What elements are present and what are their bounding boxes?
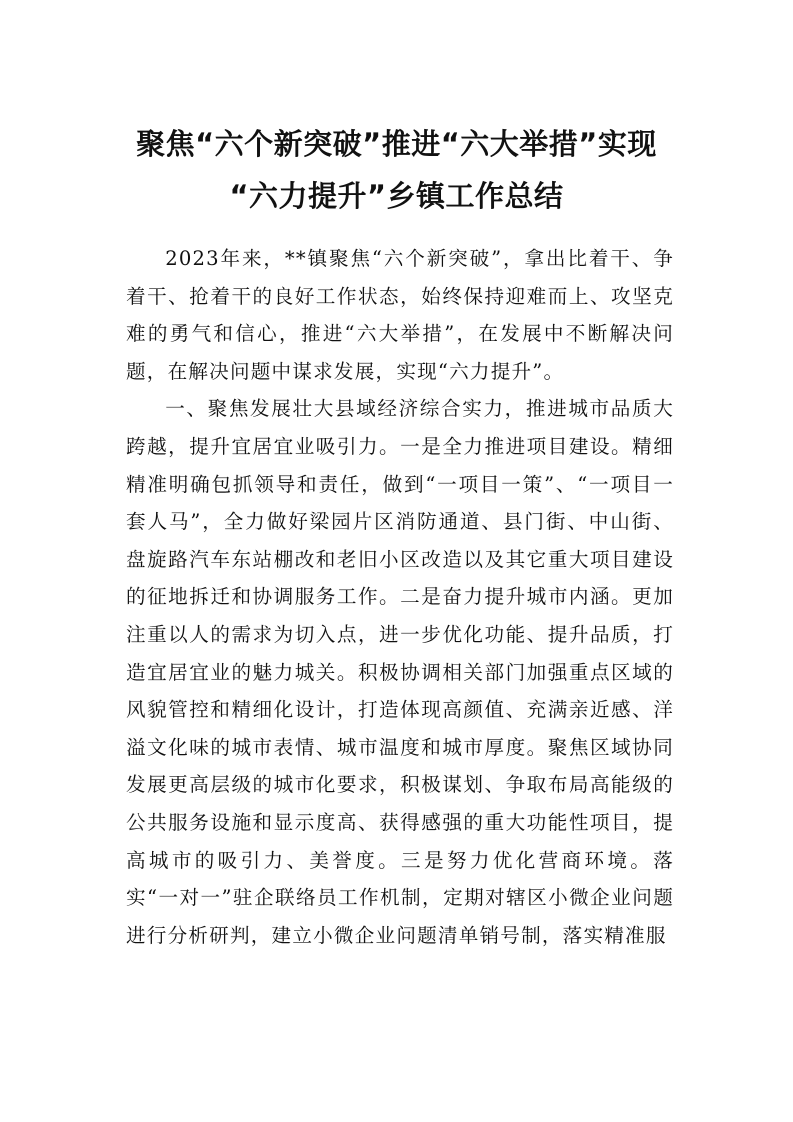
title-line-1: 聚焦“六个新突破”推进“六大举措”实现 (136, 127, 657, 161)
intro-paragraph: 2023年来，**镇聚焦“六个新突破”，拿出比着干、争着干、抢着干的良好工作状态，始终保持迎难而上、攻坚克难的勇气和信心，推进“六大举措”，在发展中不断解决问题，在解决问题中谋求发展，实现“六力提升”。 (126, 247, 674, 383)
document-title (100, 118, 693, 222)
title-line-2: “六力提升”乡镇工作总结 (229, 179, 564, 213)
section-one-paragraph: 一、聚焦发展壮大县域经济综合实力，推进城市品质大跨越，提升宜居宜业吸引力。一是全力推进项目建设。精细精准明确包抓领导和责任，做到“一项目一策”、“一项目一套人马”，全力做好梁园片区消防通道、县门街、中山街、盘旋路汽车东站棚改和老旧小区改造以及其它重大项目建设的征地拆迁和协调服务工作。二是奋力提升城市内涵。更加注重以人的需求为切入点，进一步优化功能、提升品质，打造宜居宜业的魅力城关。积极协调相关部门加强重点区域的风貌管控和精细化设计，打造体现高颜值、充满亲近感、洋溢文化味的城市表情、城市温度和城市厚度。聚焦区域协同发展更高层级的城市化要求，积极谋划、争取布局高能级的公共服务设施和显示度高、获得感强的重大功能性项目，提高城市的吸引力、美誉度。三是努力优化营商环境。落实“一对一”驻企联络员工作机制，定期对辖区小微企业问题进行分析研判，建立小微企业问题清单销号制，落实精准服 (126, 397, 674, 947)
document-body (126, 240, 674, 954)
